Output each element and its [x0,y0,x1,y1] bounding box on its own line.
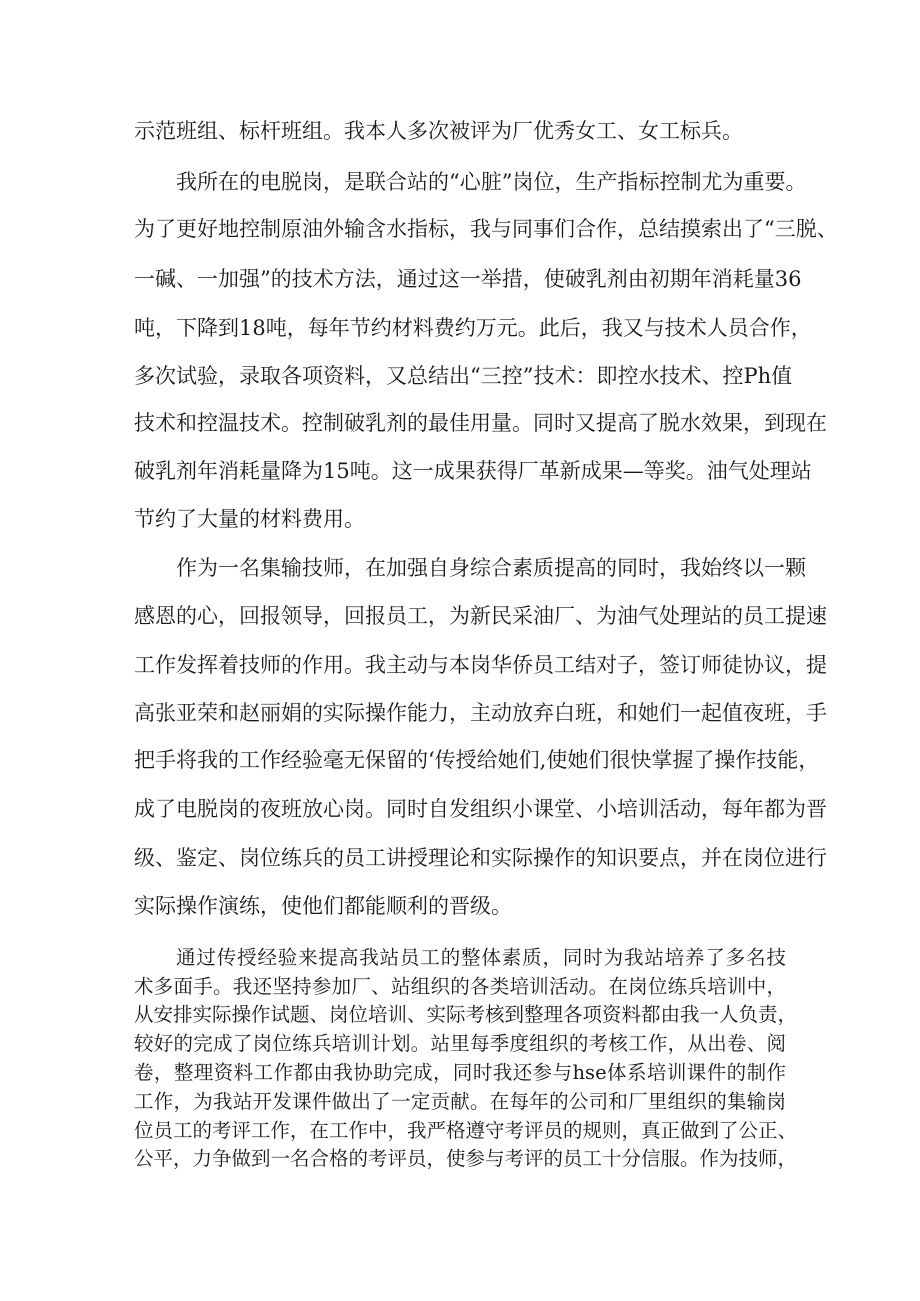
paragraph-3-line-8: 实际操作演练，使他们都能顺利的晋级。 [134,894,512,918]
paragraph-4-line-4: 较好的完成了岗位练兵培训计划。站里每季度组织的考核工作，从出卷、阅 [134,1032,786,1055]
paragraph-4-line-7: 位员工的考评工作，在工作中，我严格遵守考评员的规则，真正做到了公正、 [134,1119,798,1142]
paragraph-4-line-5: 卷，整理资料工作都由我协助完成，同时我还参与hse体系培训课件的制作 [134,1061,786,1084]
paragraph-2-line-7: 破乳剂年消耗量降为15吨。这一成果获得厂革新成果—等奖。油气处理站 [134,459,812,483]
paragraph-3-line-5: 把手将我的工作经验毫无保留的‘传授给她们,使她们很快掌握了操作技能， [134,748,820,772]
paragraph-3-line-1: 作为一名集输技师，在加强自身综合素质提高的同时，我始终以一颗 [176,556,806,580]
paragraph-2-line-3: 一碱、一加强”的技术方法，通过这一举措，使破乳剂由初期年消耗量36 [134,267,802,291]
paragraph-2-line-5: 多次试验，录取各项资料，又总结出“三控”技术：即控水技术、控Ph值 [134,364,793,388]
paragraph-3-line-3: 工作发挥着技师的作用。我主动与本岗华侨员工结对子，签订师徒协议，提 [134,653,827,677]
paragraph-2-line-2: 为了更好地控制原油外输含水指标，我与同事们合作，总结摸索出了“三脱、 [134,217,838,241]
paragraph-4-line-1: 通过传授经验来提高我站员工的整体素质，同时为我站培养了多名技 [176,946,786,969]
paragraph-4-line-3: 从安排实际操作试题、岗位培训、实际考核到整理各项资料都由我一人负责， [134,1003,798,1026]
paragraph-4-line-2: 术多面手。我还坚持参加厂、站组织的各类培训活动。在岗位练兵培训中， [134,975,786,998]
paragraph-1-line-1: 示范班组、标杆班组。我本人多次被评为厂优秀女工、女工标兵。 [134,119,743,143]
paragraph-2-line-4: 吨，下降到18吨，每年节约材料费约万元。此后，我又与技术人员合作， [134,316,812,340]
paragraph-4-line-6: 工作，为我站开发课件做出了一定贡献。在每年的公司和厂里组织的集输岗 [134,1090,786,1113]
paragraph-2-line-1: 我所在的电脱岗，是联合站的“心脏”岗位，生产指标控制尤为重要。 [176,170,807,194]
paragraph-3-line-6: 成了电脱岗的夜班放心岗。同时自发组织小课堂、小培训活动，每年都为晋 [134,797,827,821]
paragraph-2-line-6: 技术和控温技术。控制破乳剂的最佳用量。同时又提高了脱水效果，到现在 [134,411,827,435]
paragraph-4-line-8: 公平，力争做到一名合格的考评员，使参与考评的员工十分信服。作为技师， [134,1147,798,1170]
paragraph-2-line-8: 节约了大量的材料费用。 [134,507,365,531]
paragraph-3-line-4: 高张亚荣和赵丽娟的实际操作能力，主动放弃白班，和她们一起值夜班，手 [134,701,827,725]
paragraph-3-line-2: 感恩的心，回报领导，回报员工，为新民采油厂、为油气处理站的员工提速 [134,604,827,628]
paragraph-3-line-7: 级、鉴定、岗位练兵的员工讲授理论和实际操作的知识要点，并在岗位进行 [134,846,827,870]
